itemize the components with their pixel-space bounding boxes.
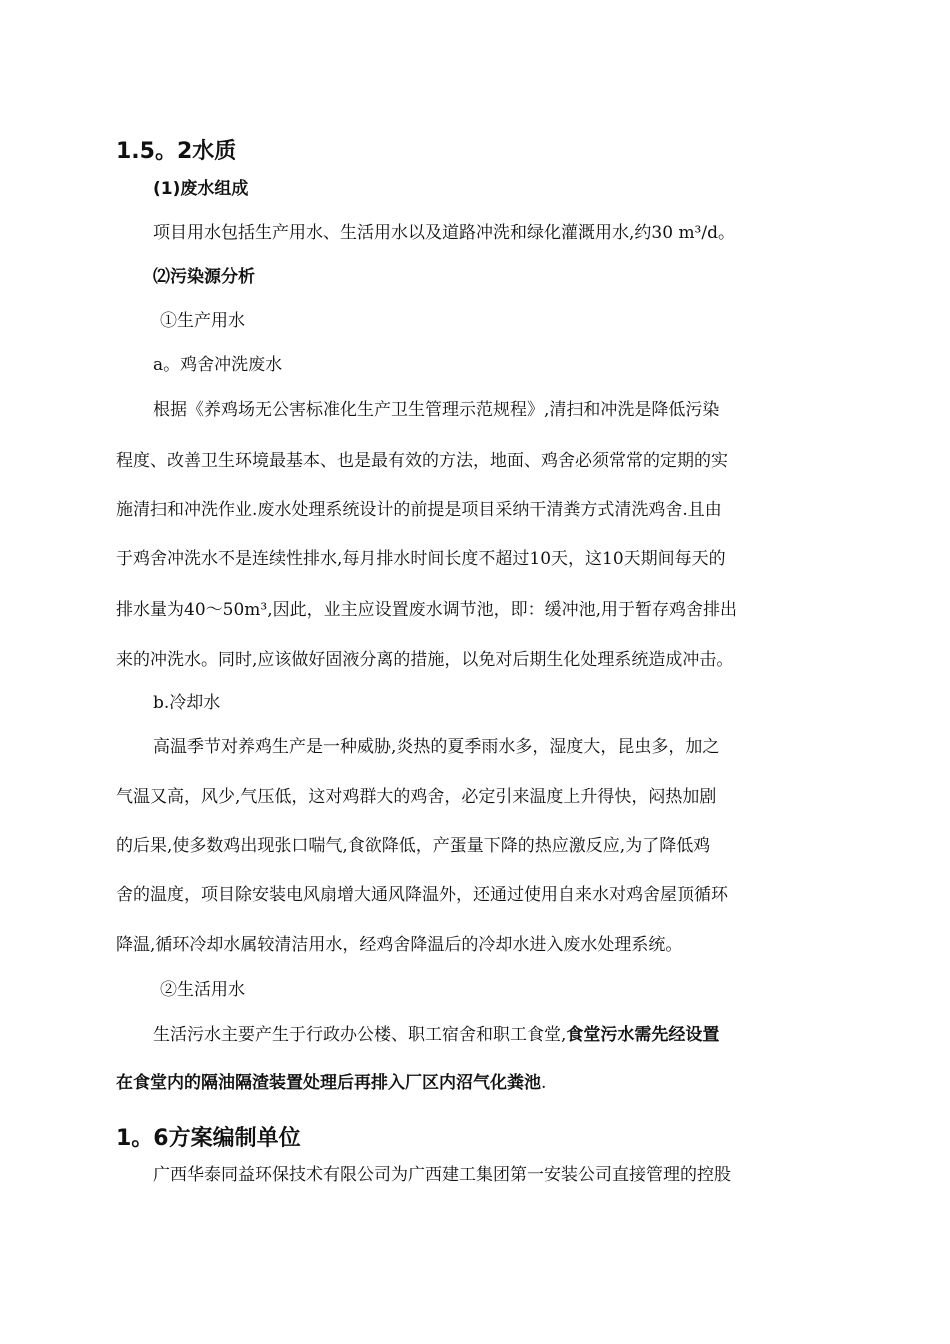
paragraph-a-line-1: 根据《养鸡场无公害标准化生产卫生管理示范规程》,清扫和冲洗是降低污染 [153, 400, 720, 420]
paragraph-c-line-2 [116, 1073, 546, 1093]
paragraph-a-line-3: 施清扫和冲洗作业.废水处理系统设计的前提是项目采纳干清粪方式清洗鸡舍.且由 [116, 500, 722, 520]
paragraph-b-line-4: 舍的温度，项目除安装电风扇增大通风降温外，还通过使用自来水对鸡舍屋顶循环 [116, 885, 728, 905]
item-cooling-water: b.冷却水 [153, 693, 221, 713]
paragraph-a-line-6: 来的冲洗水。同时,应该做好固液分离的措施，以免对后期生化处理系统造成冲击。 [116, 650, 734, 670]
item-production-water: ①生产用水 [160, 311, 245, 331]
paragraph-c-bold-text-2: 在食堂内的隔油隔渣装置处理后再排入厂区内沼气化粪池 [116, 1073, 541, 1093]
item-coop-flushing-wastewater: a。鸡舍冲洗废水 [153, 355, 283, 375]
paragraph-b-line-5: 降温,循环冷却水属较清洁用水，经鸡舍降温后的冷却水进入废水处理系统。 [116, 935, 683, 955]
paragraph-a-line-2: 程度、改善卫生环境最基本、也是最有效的方法，地面、鸡舍必须常常的定期的实 [116, 451, 728, 471]
paragraph-company-intro: 广西华泰同益环保技术有限公司为广西建工集团第一安装公司直接管理的控股 [153, 1165, 731, 1185]
paragraph-c-line-1 [153, 1025, 719, 1045]
paragraph-c-end-punct: . [541, 1073, 547, 1093]
paragraph-b-line-3: 的后果,使多数鸡出现张口喘气,食欲降低，产蛋量下降的热应激反应,为了降低鸡 [116, 836, 711, 856]
paragraph-c-normal-text: 生活污水主要产生于行政办公楼、职工宿舍和职工食堂, [153, 1025, 567, 1045]
paragraph-b-line-2: 气温又高，风少,气压低，这对鸡群大的鸡舍，必定引来温度上升得快，闷热加剧 [116, 787, 717, 807]
paragraph-b-line-1: 高温季节对养鸡生产是一种威胁,炎热的夏季雨水多，湿度大，昆虫多，加之 [153, 737, 720, 757]
paragraph-water-use: 项目用水包括生产用水、生活用水以及道路冲洗和绿化灌溉用水,约30 m³/d。 [153, 223, 735, 243]
paragraph-c-bold-text-1: 食堂污水需先经设置 [566, 1025, 720, 1045]
subheading-wastewater-composition: (1)废水组成 [153, 179, 249, 199]
item-domestic-water: ②生活用水 [160, 980, 245, 1000]
section-heading-1-6: 1。6方案编制单位 [116, 1126, 301, 1151]
paragraph-a-line-4: 于鸡舍冲洗水不是连续性排水,每月排水时间长度不超过10天，这10天期间每天的 [116, 549, 726, 569]
subheading-pollution-source-analysis: ⑵污染源分析 [153, 267, 255, 287]
section-heading-1-5-2: 1.5。2水质 [116, 139, 237, 164]
paragraph-a-line-5: 排水量为40～50m³,因此，业主应设置废水调节池，即：缓冲池,用于暂存鸡舍排出 [116, 600, 738, 620]
